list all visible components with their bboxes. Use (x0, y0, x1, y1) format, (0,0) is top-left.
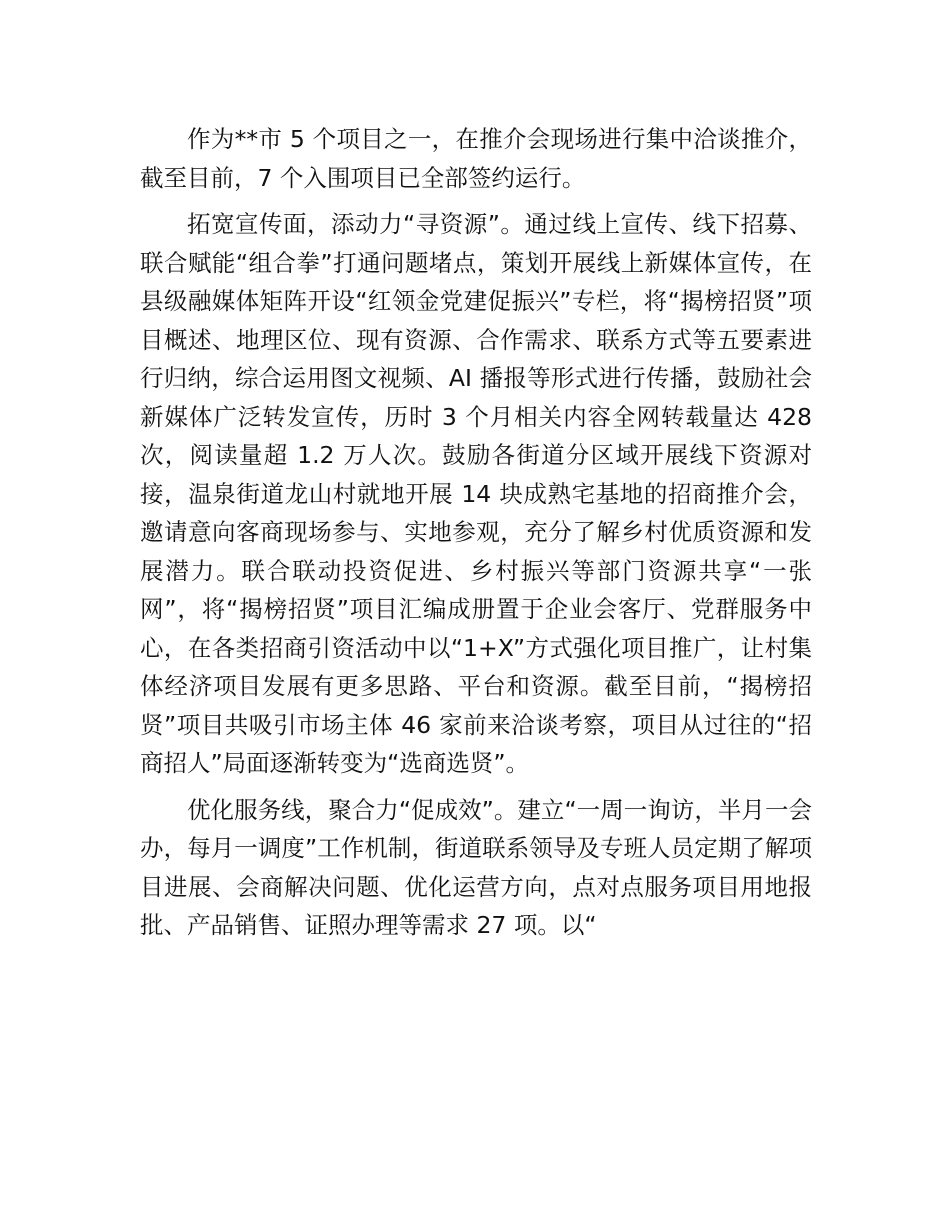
paragraph-2: 拓宽宣传面，添动力“寻资源”。通过线上宣传、线下招募、联合赋能“组合拳”打通问题堵点，策划开展线上新媒体宣传，在县级融媒体矩阵开设“红领金党建促振兴”专栏，将“揭榜招贤”项目概述、地理区位、现有资源、合作需求、联系方式等五要素进行归纳，综合运用图文视频、AI 播报等形式进行传播，鼓励社会新媒体广泛转发宣传，历时 3 个月相关内容全网转载量达 428 次，阅读量超 1.2 万人次。鼓励各街道分区域开展线下资源对接，温泉街道龙山村就地开展 14 块成熟宅基地的招商推介会，邀请意向客商现场参与、实地参观，充分了解乡村优质资源和发展潜力。联合联动投资促进、乡村振兴等部门资源共享“一张网”，将“揭榜招贤”项目汇编成册置于企业会客厅、党群服务中心，在各类招商引资活动中以“1+X”方式强化项目推广，让村集体经济项目发展有更多思路、平台和资源。截至目前，“揭榜招贤”项目共吸引市场主体 46 家前来洽谈考察，项目从过往的“招商招人”局面逐渐转变为“选商选贤”。 (140, 210, 812, 777)
paragraph-3: 优化服务线，聚合力“促成效”。建立“一周一询访，半月一会办，每月一调度”工作机制，街道联系领导及专班人员定期了解项目进展、会商解决问题、优化运营方向，点对点服务项目用地报批、产品销售、证照办理等需求 27 项。以“ (140, 795, 812, 939)
paragraph-1: 作为**市 5 个项目之一，在推介会现场进行集中洽谈推介，截至目前，7 个入围项目已全部签约运行。 (140, 125, 812, 192)
body-text (140, 120, 812, 945)
